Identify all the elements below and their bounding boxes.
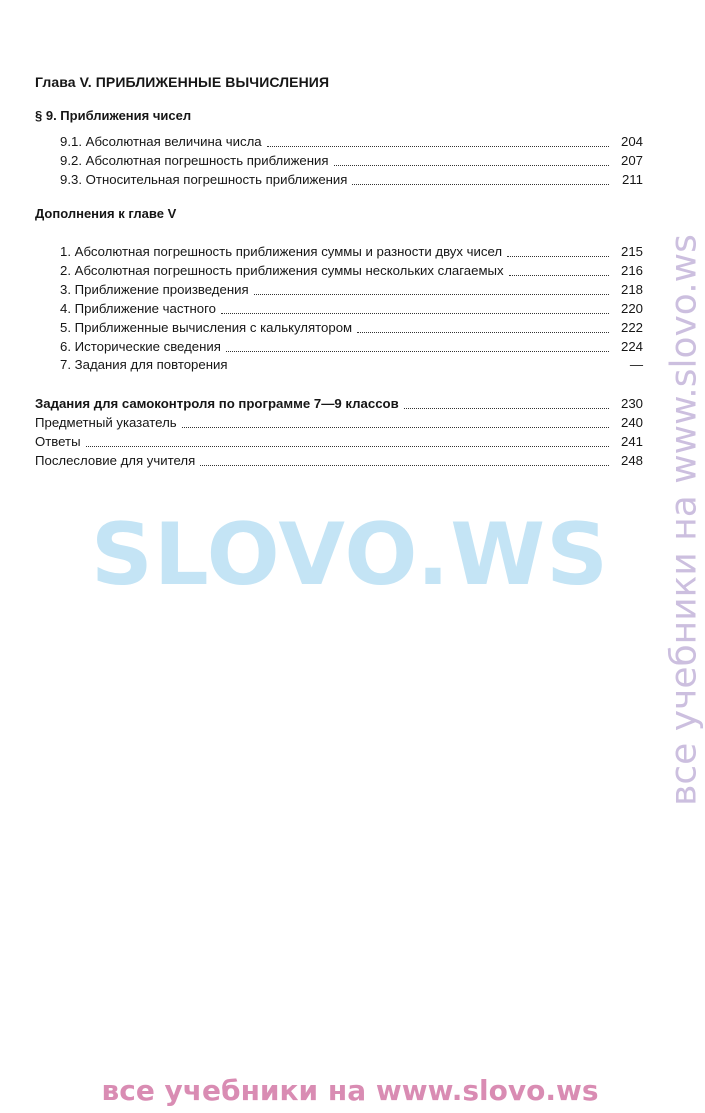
toc-entry-page: 240 — [620, 415, 643, 430]
toc-entry-page: 220 — [620, 301, 643, 316]
dot-leader — [254, 293, 609, 295]
toc-entry-page: 215 — [620, 244, 643, 259]
toc-entry-label: 6. Исторические сведения — [60, 339, 221, 354]
toc-entry-page: 241 — [620, 434, 643, 449]
toc-entry-page: 222 — [620, 320, 643, 335]
toc-entry-page: 224 — [620, 339, 643, 354]
toc-entry-page: 207 — [620, 153, 643, 168]
watermark-logo: SLOVO.WS — [90, 505, 610, 605]
toc-entry-page: 204 — [620, 134, 643, 149]
toc-entry[interactable] — [35, 452, 643, 470]
chapter-title: Глава V. ПРИБЛИЖЕННЫЕ ВЫЧИСЛЕНИЯ — [35, 74, 330, 90]
watermark-side-text: все учебники на www.slovo.ws — [663, 234, 705, 806]
toc-entry-page: 211 — [621, 172, 643, 187]
toc-entry-label: 5. Приближенные вычисления с калькулятором — [60, 320, 353, 335]
dot-leader — [267, 145, 609, 147]
toc-entry-label: Предметный указатель — [35, 415, 177, 430]
dot-leader — [404, 407, 609, 409]
toc-entry[interactable] — [60, 338, 643, 356]
dot-leader — [86, 445, 609, 447]
watermark-bottom-text: все учебники на www.slovo.ws — [101, 1074, 599, 1107]
toc-entry[interactable] — [35, 414, 643, 432]
toc-entry-label: 3. Приближение произведения — [60, 282, 249, 297]
toc-entry[interactable] — [60, 262, 643, 280]
section-heading: § 9. Приближения чисел — [35, 108, 192, 123]
toc-entry-label: Послесловие для учителя — [35, 453, 196, 468]
toc-entry-page: — — [629, 357, 643, 372]
toc-entry[interactable] — [60, 281, 643, 299]
toc-entry[interactable] — [35, 395, 643, 413]
toc-entry-label: 7. Задания для повторения — [60, 357, 228, 372]
toc-entry[interactable] — [35, 433, 643, 451]
toc-entry-label: 9.2. Абсолютная погрешность приближения — [60, 153, 329, 168]
dot-leader — [357, 331, 609, 333]
toc-entry[interactable] — [60, 243, 643, 261]
toc-entry[interactable] — [60, 356, 643, 374]
toc-entry-page: 218 — [620, 282, 643, 297]
toc-entry[interactable] — [60, 171, 643, 189]
toc-entry-page: 248 — [620, 453, 643, 468]
toc-entry-page: 216 — [620, 263, 643, 278]
dot-leader — [221, 312, 609, 314]
toc-entry-label: Задания для самоконтроля по программе 7—9 классов — [35, 396, 399, 411]
toc-entry[interactable] — [60, 152, 643, 170]
toc-entry[interactable] — [60, 300, 643, 318]
toc-entry[interactable] — [60, 319, 643, 337]
toc-entry-page: 230 — [620, 396, 643, 411]
dot-leader — [226, 350, 609, 352]
dot-leader — [200, 464, 609, 466]
toc-entry-label: 9.3. Относительная погрешность приближения — [60, 172, 348, 187]
dot-leader — [509, 274, 609, 276]
toc-entry-label: Ответы — [35, 434, 81, 449]
supplement-heading: Дополнения к главе V — [35, 206, 177, 221]
toc-entry-label: 2. Абсолютная погрешность приближения суммы нескольких слагаемых — [60, 263, 504, 278]
toc-entry[interactable] — [60, 133, 643, 151]
toc-entry-label: 1. Абсолютная погрешность приближения суммы и разности двух чисел — [60, 244, 503, 259]
dot-leader — [182, 426, 609, 428]
dot-leader — [507, 255, 609, 257]
dot-leader — [334, 164, 609, 166]
dot-leader — [352, 183, 609, 185]
toc-entry-label: 9.1. Абсолютная величина числа — [60, 134, 262, 149]
toc-entry-label: 4. Приближение частного — [60, 301, 216, 316]
